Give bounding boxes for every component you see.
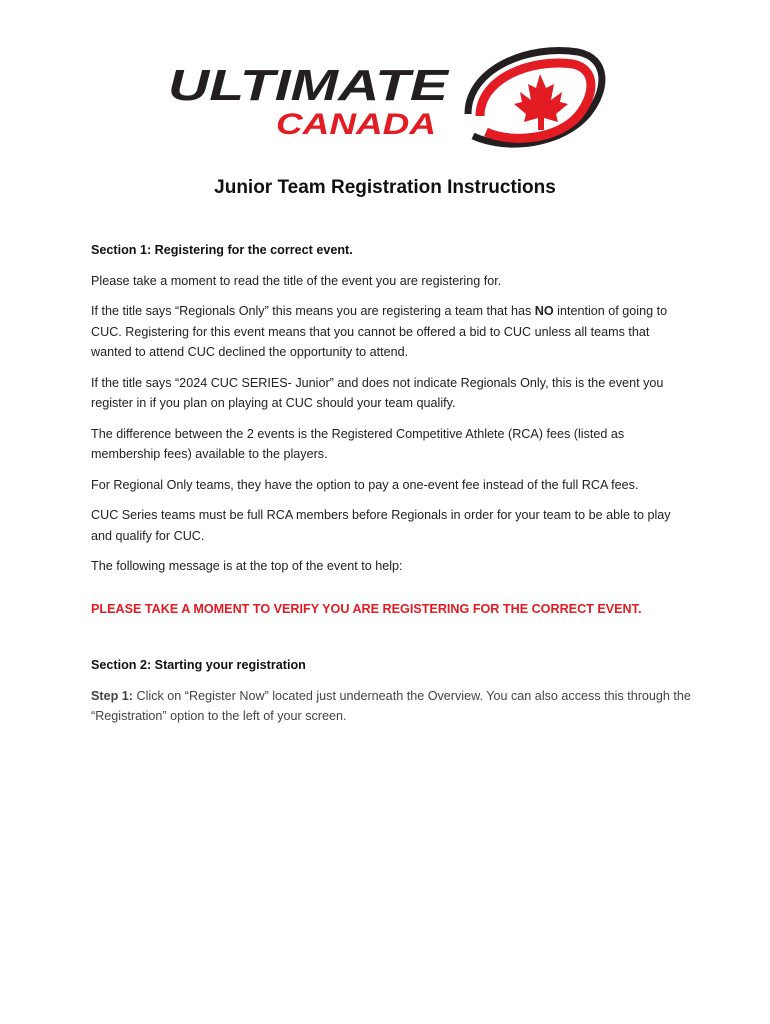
p2-bold-no: NO <box>534 304 554 318</box>
section1-paragraph-2 <box>91 301 691 363</box>
logo-graphic <box>168 44 608 152</box>
logo-word-canada: CANADA <box>276 108 436 141</box>
warning-message: PLEASE TAKE A MOMENT TO VERIFY YOU ARE REGISTERING FOR THE CORRECT EVENT. <box>91 601 642 616</box>
section1-paragraph-6: CUC Series teams must be full RCA members before Regionals in order for your team to be able to play and qualify for CUC. <box>91 508 671 543</box>
step1-label: Step 1: <box>91 688 133 703</box>
section1-heading: Section 1: Registering for the correct event. <box>91 243 353 257</box>
section1-paragraph-1: Please take a moment to read the title of the event you are registering for. <box>91 273 502 288</box>
p2-text-before: If the title says “Regionals Only” this means you are registering a team that has <box>91 304 535 318</box>
p2-text-after: intention of going to CUC. Registering for this event means that you cannot be offered a bid to CUC unless all teams that wanted to attend CUC declined the opportunity to attend. <box>91 304 668 359</box>
section1-paragraph-7: The following message is at the top of the event to help: <box>91 559 403 573</box>
step1-text: Click on “Register Now” located just underneath the Overview. You can also access this through the “Registration” option to the left of your screen. <box>91 688 691 723</box>
section2-heading: Section 2: Starting your registration <box>91 658 306 672</box>
ultimate-canada-logo <box>168 44 608 152</box>
step1-paragraph <box>91 686 691 727</box>
section1-paragraph-4: The difference between the 2 events is the Registered Competitive Athlete (RCA) fees (listed as membership fees) available to the players. <box>91 426 625 461</box>
section1-paragraph-3: If the title says “2024 CUC SERIES- Junior” and does not indicate Regionals Only, this is the event you register in if you plan on playing at CUC should your team qualify. <box>91 375 664 410</box>
maple-leaf-icon <box>514 74 568 130</box>
document-body <box>91 240 691 737</box>
page-title: Junior Team Registration Instructions <box>214 177 556 198</box>
section1-paragraph-5: For Regional Only teams, they have the option to pay a one-event fee instead of the full RCA fees. <box>91 477 639 492</box>
logo-word-ultimate: ULTIMATE <box>168 61 451 110</box>
